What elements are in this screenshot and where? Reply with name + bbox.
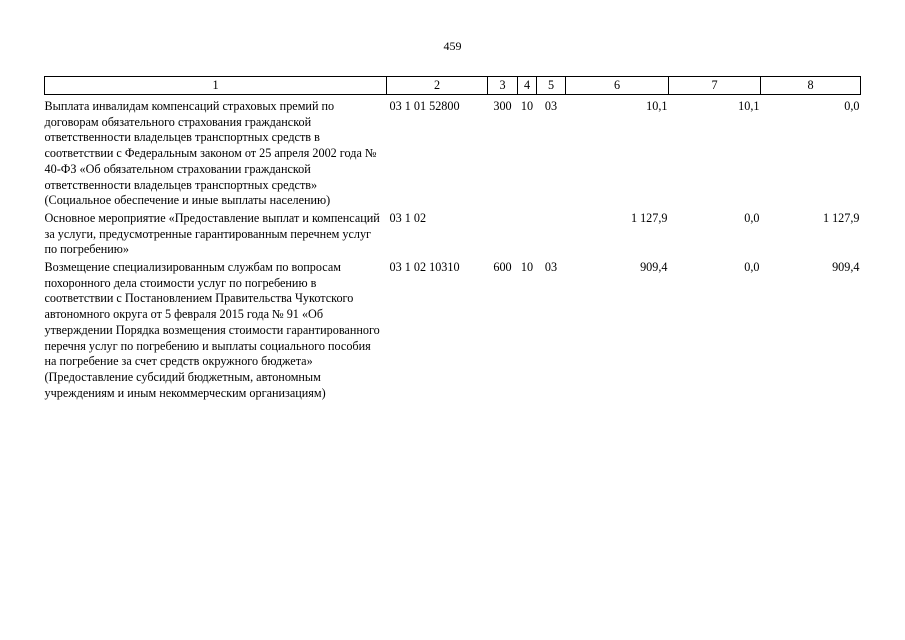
- row-c6: 909,4: [640, 260, 668, 275]
- row-c5: [537, 211, 566, 260]
- row-c3: 600: [493, 260, 512, 275]
- row-c4: [518, 211, 537, 260]
- column-header: 1: [45, 77, 387, 95]
- column-header: 6: [566, 77, 669, 95]
- page-number: 459: [443, 39, 462, 53]
- column-header: 2: [387, 77, 488, 95]
- table-row: [45, 211, 861, 260]
- row-code: 03 1 01 52800: [389, 99, 460, 113]
- row-name: Возмещение специализированным службам по вопросам похоронного дела стоимости услуг по погребению в соответствии с Постановлением Правительства Чукотского автономного округа от 5 февраля 2015 года № 91 «Об утверждении Порядка возмещения стоимости гарантированного перечня услуг по погребению и выплаты социального пособия на погребение за счет средств окружного бюджета» (Предоставление субсидий бюджетным, автономным учреждениям и иным некоммерческим организациям): [44, 260, 380, 400]
- row-c8: 909,4: [832, 260, 860, 275]
- row-c5: 03: [544, 260, 558, 275]
- column-header: 7: [669, 77, 761, 95]
- row-c6: 10,1: [646, 99, 668, 113]
- column-header: 8: [761, 77, 861, 95]
- row-c5: 03: [544, 99, 558, 113]
- row-c7: 10,1: [738, 99, 760, 113]
- row-c8: 1 127,9: [822, 210, 860, 225]
- table-row: [45, 95, 861, 211]
- row-c4: 10: [520, 99, 534, 113]
- column-header: 4: [518, 77, 537, 95]
- column-header: 5: [537, 77, 566, 95]
- row-code: 03 1 02 10310: [389, 260, 460, 275]
- budget-table: [44, 76, 861, 403]
- row-c3: 300: [493, 99, 512, 113]
- row-c4: 10: [520, 260, 534, 275]
- row-c7: 0,0: [744, 260, 760, 275]
- row-c8: 0,0: [844, 99, 860, 113]
- header-row: [45, 77, 861, 95]
- row-c6: 1 127,9: [630, 210, 668, 225]
- row-c3: [488, 211, 518, 260]
- row-c7: 0,0: [744, 210, 760, 225]
- table-row: [45, 260, 861, 403]
- row-name: Выплата инвалидам компенсаций страховых премий по договорам обязательного страхования гражданской ответственности владельцев транспортных средств в соответствии с Федеральным законом от 25 апреля 2002 года № 40-ФЗ «Об обязательном страховании гражданской ответственности владельцев транспортных средств» (Социальное обеспечение и иные выплаты населению): [44, 99, 377, 208]
- column-header: 3: [488, 77, 518, 95]
- row-name: Основное мероприятие «Предоставление выплат и компенсаций за услуги, предусмотренные гарантированным перечнем услуг по погребению»: [44, 210, 380, 257]
- row-code: 03 1 02: [389, 210, 427, 225]
